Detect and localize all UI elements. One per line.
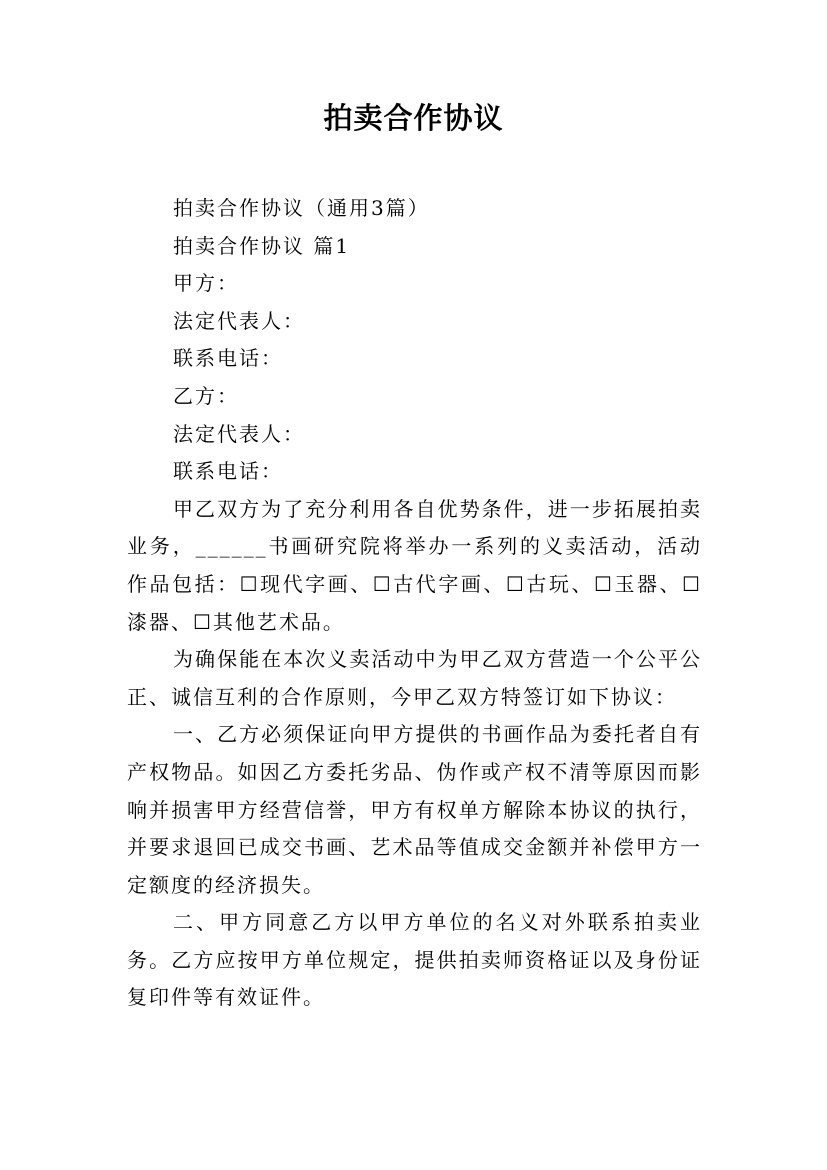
clause-1: 一、乙方必须保证向甲方提供的书画作品为委托者自有产权物品。如因乙方委托劣品、伪作或产权不清等原因而影响并损害甲方经营信誉，甲方有权单方解除本协议的执行，并要求退回已成交书画、艺术品等值成交金额并补偿甲方一定额度的经济损失。 [127,722,702,897]
paragraph-intro: 甲乙双方为了充分利用各自优势条件，进一步拓展拍卖业务，______书画研究院将举办一系列的义卖活动，活动作品包括：☐现代字画、☐古代字画、☐古玩、☐玉器、☐漆器、☐其他艺术品。 [127,496,702,634]
document-title: 拍卖合作协议 [323,101,504,135]
party-a-legal-rep-label: 法定代表人： [173,308,305,333]
document-body [127,190,702,1017]
clause-2: 二、甲方同意乙方以甲方单位的名义对外联系拍卖业务。乙方应按甲方单位规定，提供拍卖师资格证以及身份证复印件等有效证件。 [127,910,702,1010]
paragraph-purpose: 为确保能在本次义卖活动中为甲乙双方营造一个公平公正、诚信互利的合作原则，今甲乙双方特签订如下协议： [127,647,702,709]
party-a-phone-label: 联系电话： [173,346,283,371]
subtitle-line: 拍卖合作协议（通用3篇） [173,196,430,220]
party-b-label: 乙方： [173,383,239,408]
section-heading: 拍卖合作协议 篇1 [173,233,351,258]
party-b-legal-rep-label: 法定代表人： [173,421,305,446]
party-b-phone-label: 联系电话： [173,459,283,484]
party-a-label: 甲方： [173,271,239,296]
